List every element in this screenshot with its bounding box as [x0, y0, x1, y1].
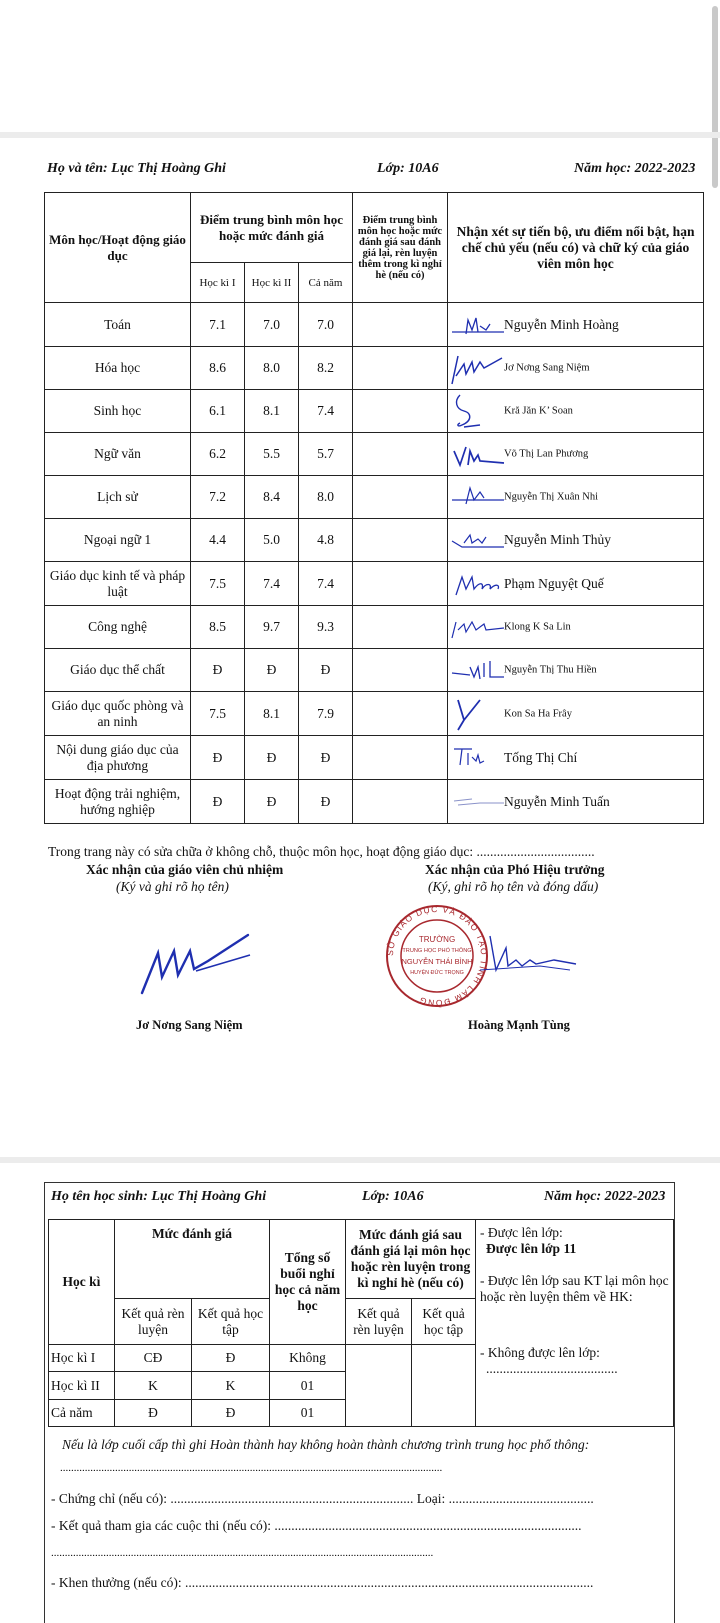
teacher-signature-cell — [448, 347, 704, 390]
promoted-label: - Được lên lớp: — [480, 1225, 563, 1240]
conduct-table — [48, 1219, 674, 1427]
page2-class-label: Lớp: 10A6 — [362, 1189, 424, 1204]
subject-name: Lịch sử — [45, 476, 191, 519]
subject-name: Hoạt động trải nghiệm, hướng nghiệp — [45, 780, 191, 824]
score-hk1: 6.2 — [191, 433, 245, 476]
teacher-signature-icon — [450, 439, 506, 469]
table-row — [45, 562, 704, 606]
subject-name: Sinh học — [45, 390, 191, 433]
teacher-signature-icon — [450, 525, 506, 555]
score-hk2: 5.0 — [245, 519, 299, 562]
teacher-signature-icon — [450, 350, 506, 386]
subject-name: Công nghệ — [45, 606, 191, 649]
table-row — [45, 390, 704, 433]
score-hk1: 7.5 — [191, 692, 245, 736]
avg-score-header: Điểm trung bình môn học hoặc mức đánh giá — [191, 193, 353, 263]
teacher-name: Kră Jăn K’ Soan — [504, 405, 573, 417]
stamp-line3: NGUYỄN THÁI BÌNH — [401, 957, 473, 966]
score-hk1: Đ — [191, 780, 245, 824]
page2-student-name: Họ tên học sinh: Lục Thị Hoàng Ghi — [51, 1189, 267, 1204]
hk2-header: Học kì II — [245, 263, 299, 303]
study-value: Đ — [192, 1400, 270, 1427]
re-conduct-value — [346, 1345, 412, 1427]
homeroom-confirm-title: Xác nhận của giáo viên chủ nhiệm — [86, 862, 284, 877]
teacher-signature-icon — [450, 743, 506, 773]
subject-name: Giáo dục kinh tế và pháp luật — [45, 562, 191, 606]
score-year: 4.8 — [299, 519, 353, 562]
score-hk1: 4.4 — [191, 519, 245, 562]
conduct-value: K — [115, 1372, 192, 1400]
teacher-name: Nguyễn Thị Thu Hiền — [504, 664, 597, 676]
score-hk1: Đ — [191, 649, 245, 692]
teacher-signature-cell — [448, 519, 704, 562]
re-eval-cell — [353, 303, 448, 347]
not-promoted-label: - Không được lên lớp: — [480, 1345, 600, 1360]
stamp-line2: TRUNG HỌC PHỔ THÔNG — [402, 948, 472, 954]
subject-name: Ngữ văn — [45, 433, 191, 476]
term-name: Học kì II — [49, 1372, 115, 1400]
score-hk2: Đ — [245, 649, 299, 692]
re-eval-cell — [353, 390, 448, 433]
stamp-line4: HUYỆN ĐỨC TRỌNG — [410, 970, 464, 976]
stamp-line1: TRƯỜNG — [418, 935, 456, 944]
score-hk2: 8.1 — [245, 390, 299, 433]
table-row — [45, 649, 704, 692]
absence-header: Tổng số buổi nghỉ học cả năm học — [270, 1220, 346, 1345]
score-year: Đ — [299, 780, 353, 824]
score-hk1: Đ — [191, 736, 245, 780]
teacher-name: Tống Thị Chí — [504, 749, 578, 765]
score-hk1: 7.1 — [191, 303, 245, 347]
teacher-signature-cell — [448, 390, 704, 433]
correction-note: Trong trang này có sửa chữa ở không chỗ, thuộc môn học, hoạt động giáo dục: ................................... — [48, 844, 595, 859]
re-study-header: Kết quả học tập — [412, 1299, 476, 1345]
teacher-signature-cell — [448, 303, 704, 347]
score-hk1: 6.1 — [191, 390, 245, 433]
re-eval-cell — [353, 736, 448, 780]
subject-name: Toán — [45, 303, 191, 347]
class-label: Lớp: 10A6 — [377, 161, 439, 176]
re-eval-cell — [353, 649, 448, 692]
re-eval-cell — [353, 433, 448, 476]
student-name-label: Họ và tên: Lục Thị Hoàng Ghi — [47, 161, 226, 176]
re-eval-cell — [353, 692, 448, 736]
promotion-cell — [476, 1220, 674, 1427]
score-year: 8.0 — [299, 476, 353, 519]
table-row — [45, 692, 704, 736]
teacher-signature-icon — [450, 569, 506, 599]
teacher-name: Phạm Nguyệt Quế — [504, 575, 604, 591]
teacher-name: Kon Sa Ha Frây — [504, 708, 572, 719]
re-eval-cell — [353, 780, 448, 824]
study-header: Kết quả học tập — [192, 1299, 270, 1345]
teacher-signature-icon — [450, 694, 506, 734]
homeroom-teacher-name: Jơ Nơng Sang Niệm — [136, 1018, 243, 1032]
score-year: 8.2 — [299, 347, 353, 390]
teacher-name: Nguyễn Minh Hoàng — [504, 316, 619, 332]
re-study-value — [412, 1345, 476, 1427]
scrollbar[interactable] — [712, 6, 718, 188]
comment-header: Nhận xét sự tiến bộ, ưu điểm nổi bật, hạn chế chủ yếu (nếu có) và chữ ký của giáo viên môn học — [448, 193, 704, 303]
school-year-label: Năm học: 2022-2023 — [574, 161, 696, 176]
teacher-signature-cell — [448, 433, 704, 476]
score-year: Đ — [299, 736, 353, 780]
score-hk1: 8.6 — [191, 347, 245, 390]
score-hk1: 8.5 — [191, 606, 245, 649]
absence-value: 01 — [270, 1400, 346, 1427]
teacher-signature-icon — [450, 482, 506, 512]
table-row — [45, 347, 704, 390]
re-eval-cell — [353, 347, 448, 390]
score-hk2: 8.4 — [245, 476, 299, 519]
table-row — [45, 606, 704, 649]
conduct-header: Kết quả rèn luyện — [115, 1299, 192, 1345]
graduation-note: Nếu là lớp cuối cấp thì ghi Hoàn thành hay không hoàn thành chương trình trung học phổ thông: — [62, 1437, 590, 1452]
competition-line: - Kết quả tham gia các cuộc thi (nếu có): ........................................................................................... — [51, 1518, 582, 1533]
subject-name: Giáo dục thể chất — [45, 649, 191, 692]
teacher-name: Klong K Sa Lin — [504, 621, 571, 633]
rating-header: Mức đánh giá — [115, 1220, 270, 1299]
teacher-signature-cell — [448, 692, 704, 736]
score-year: Đ — [299, 649, 353, 692]
score-hk1: 7.5 — [191, 562, 245, 606]
vice-principal-name: Hoàng Mạnh Tùng — [468, 1018, 570, 1032]
competition-dots: ........................................................................................................................................... — [51, 1547, 434, 1559]
subject-name: Nội dung giáo dục của địa phương — [45, 736, 191, 780]
vice-principal-confirm-subtitle: (Ký, ghi rõ họ tên và đóng dấu) — [428, 879, 599, 894]
table-row — [45, 519, 704, 562]
term-name: Học kì I — [49, 1345, 115, 1372]
teacher-signature-cell — [448, 649, 704, 692]
subject-name: Ngoại ngữ 1 — [45, 519, 191, 562]
re-eval-cell — [353, 562, 448, 606]
term-name: Cả năm — [49, 1400, 115, 1427]
teacher-signature-cell — [448, 476, 704, 519]
page-divider-middle — [0, 1157, 720, 1163]
re-eval-cell — [353, 606, 448, 649]
score-hk2: 5.5 — [245, 433, 299, 476]
grades-table — [44, 192, 704, 824]
page2-year-label: Năm học: 2022-2023 — [544, 1189, 666, 1204]
not-promoted-dots: ....................................... — [486, 1361, 618, 1376]
score-hk2: 9.7 — [245, 606, 299, 649]
page-divider-top — [0, 132, 720, 138]
score-hk2: Đ — [245, 780, 299, 824]
teacher-name: Jơ Nơng Sang Niệm — [504, 362, 590, 374]
table-row — [45, 476, 704, 519]
re-rating-header: Mức đánh giá sau đánh giá lại môn học hoặc rèn luyện trong kì nghỉ hè (nếu có) — [346, 1220, 476, 1299]
table-row — [45, 780, 704, 824]
teacher-name: Nguyễn Minh Thủy — [504, 532, 612, 547]
table-row — [45, 736, 704, 780]
vice-principal-confirm-title: Xác nhận của Phó Hiệu trưởng — [425, 862, 605, 877]
score-year: 7.4 — [299, 390, 353, 433]
table-row — [45, 303, 704, 347]
teacher-signature-icon — [450, 612, 506, 642]
stamp-outer-text: SỞ GIÁO DỤC VÀ ĐÀO TẠO TỈNH LÂM ĐỒNG — [385, 904, 489, 1008]
graduation-dots: ........................................................................................................................................... — [60, 1462, 443, 1474]
teacher-signature-cell — [448, 780, 704, 824]
teacher-signature-cell — [448, 606, 704, 649]
score-year: 5.7 — [299, 433, 353, 476]
score-hk2: 8.0 — [245, 347, 299, 390]
score-year: 7.4 — [299, 562, 353, 606]
homeroom-signature-icon — [138, 925, 254, 997]
subject-name: Hóa học — [45, 347, 191, 390]
term-header: Học kì — [49, 1220, 115, 1345]
score-hk2: Đ — [245, 736, 299, 780]
promoted-after-retest-label: - Được lên lớp sau KT lại môn học hoặc rèn luyện thêm về HK: — [480, 1273, 669, 1304]
re-conduct-header: Kết quả rèn luyện — [346, 1299, 412, 1345]
absence-value: Không — [270, 1345, 346, 1372]
teacher-name: Nguyễn Minh Tuấn — [504, 793, 610, 809]
re-eval-header: Điểm trung bình môn học hoặc mức đánh giá sau đánh giá lại, rèn luyện thêm trong kì nghỉ hè (nếu có) — [353, 193, 448, 303]
vice-principal-signature-icon — [450, 930, 580, 990]
certificate-line: - Chứng chỉ (nếu có): ........................................................................ Loại: ........................................... — [51, 1491, 594, 1506]
conduct-value: Đ — [115, 1400, 192, 1427]
re-eval-cell — [353, 476, 448, 519]
teacher-signature-icon — [450, 310, 506, 340]
teacher-signature-icon — [450, 391, 506, 431]
teacher-signature-cell — [448, 562, 704, 606]
teacher-name: Nguyễn Thị Xuân Nhi — [504, 491, 599, 503]
teacher-name: Võ Thị Lan Phương — [504, 448, 589, 460]
teacher-signature-icon — [450, 655, 506, 685]
absence-value: 01 — [270, 1372, 346, 1400]
re-eval-cell — [353, 519, 448, 562]
hk1-header: Học kì I — [191, 263, 245, 303]
teacher-signature-cell — [448, 736, 704, 780]
score-year: 9.3 — [299, 606, 353, 649]
subject-name: Giáo dục quốc phòng và an ninh — [45, 692, 191, 736]
year-header: Cả năm — [299, 263, 353, 303]
score-year: 7.9 — [299, 692, 353, 736]
score-year: 7.0 — [299, 303, 353, 347]
award-line: - Khen thưởng (nếu có): ......................................................................................................................... — [51, 1575, 594, 1590]
score-hk2: 7.4 — [245, 562, 299, 606]
study-value: Đ — [192, 1345, 270, 1372]
table-row — [45, 433, 704, 476]
homeroom-confirm-subtitle: (Ký và ghi rõ họ tên) — [116, 879, 229, 894]
score-hk2: 7.0 — [245, 303, 299, 347]
study-value: K — [192, 1372, 270, 1400]
teacher-signature-icon — [450, 787, 506, 817]
subject-header: Môn học/Hoạt động giáo dục — [45, 193, 191, 303]
promoted-value: Được lên lớp 11 — [486, 1241, 577, 1256]
conduct-value: CĐ — [115, 1345, 192, 1372]
score-hk2: 8.1 — [245, 692, 299, 736]
score-hk1: 7.2 — [191, 476, 245, 519]
